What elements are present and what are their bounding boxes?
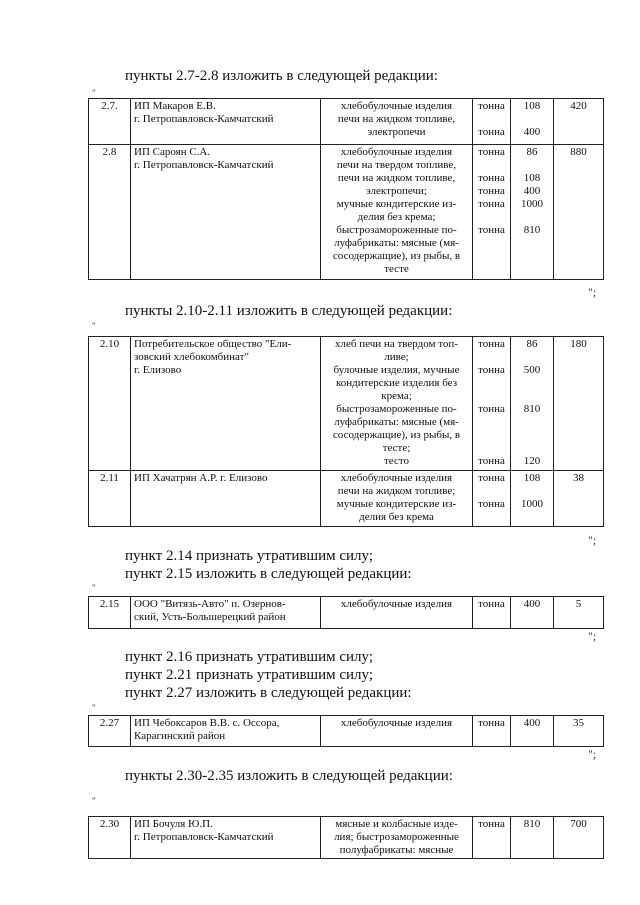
unit-value: тонна <box>478 100 505 112</box>
section-heading-2-7: пункты 2.7-2.8 изложить в следующей редакции: <box>125 68 438 84</box>
quantity-cell <box>511 145 554 280</box>
product-line: мучные кондитерские из- <box>336 498 457 510</box>
organization-location: г. Петропавловск-Камчатский <box>134 159 274 171</box>
unit-value: тонна <box>473 597 511 629</box>
quantity-value: 108 <box>523 172 541 184</box>
close-quote-mark: "; <box>588 285 597 299</box>
product-cell <box>321 471 473 527</box>
unit-value: тонна <box>478 455 505 467</box>
row-number: 2.7. <box>89 99 131 145</box>
product-line: сосодержащие), из рыбы, в <box>332 429 461 441</box>
section-heading-2-10: пункты 2.10-2.11 изложить в следующей редакции: <box>125 303 453 319</box>
total-capacity: 38 <box>554 471 604 527</box>
section-heading-2-14: пункт 2.14 признать утратившим силу; <box>125 548 374 564</box>
product-line: печи на жидком топливе, <box>337 113 456 125</box>
organization-cell <box>131 716 321 747</box>
organization-location: г. Петропавловск-Камчатский <box>134 831 274 843</box>
organization-location: ский, Усть-Большерецкий район <box>134 611 286 623</box>
section-heading-2-21: пункт 2.21 признать утратившим силу; <box>125 667 374 683</box>
quantity-cell <box>511 337 554 471</box>
quantity-value: 400 <box>511 597 554 629</box>
table-row <box>89 337 604 471</box>
product-cell <box>321 337 473 471</box>
quantity-value: 810 <box>511 817 554 859</box>
organization-cell <box>131 337 321 471</box>
product-line: делия без крема; <box>357 211 436 223</box>
unit-value: тонна <box>478 338 505 350</box>
total-capacity: 880 <box>554 145 604 280</box>
register-table-2-10 <box>88 336 604 527</box>
section-heading-2-15: пункт 2.15 изложить в следующей редакции: <box>125 566 412 582</box>
organization-cell <box>131 471 321 527</box>
product-line: мясные и колбасные изде- <box>335 818 458 830</box>
quantity-value: 810 <box>523 224 541 236</box>
product-line: электропечи <box>367 126 426 138</box>
quantity-value: 400 <box>523 126 541 138</box>
register-table-2-7 <box>88 98 604 280</box>
organization-location: г. Елизово <box>134 364 182 376</box>
unit-value: тонна <box>478 126 505 138</box>
product-line: мучные кондитерские из- <box>336 198 457 210</box>
unit-value: тонна <box>478 403 505 415</box>
quantity-value: 500 <box>523 364 541 376</box>
row-number: 2.8 <box>89 145 131 280</box>
product-line: тесто <box>383 455 409 467</box>
register-table-2-30 <box>88 816 604 859</box>
unit-value: тонна <box>478 472 505 484</box>
quantity-cell <box>511 99 554 145</box>
unit-value: тонна <box>478 364 505 376</box>
product-line: крема; <box>381 390 412 402</box>
table-row <box>89 597 604 629</box>
unit-value: тонна <box>478 146 505 158</box>
unit-cell <box>473 337 511 471</box>
organization-cell <box>131 99 321 145</box>
organization-cell <box>131 145 321 280</box>
product-cell <box>321 817 473 859</box>
total-capacity: 420 <box>554 99 604 145</box>
total-capacity: 700 <box>554 817 604 859</box>
quantity-value: 108 <box>523 472 541 484</box>
row-number: 2.15 <box>89 597 131 629</box>
total-capacity: 5 <box>554 597 604 629</box>
unit-value: тонна <box>478 172 505 184</box>
organization-name: Потребительское общество "Ели- <box>134 338 292 350</box>
quantity-value: 400 <box>523 185 541 197</box>
product-line: делия без крема <box>359 511 434 523</box>
open-quote-mark: " <box>92 321 96 331</box>
unit-value: тонна <box>478 198 505 210</box>
organization-location: Карагинский район <box>134 730 226 742</box>
unit-cell <box>473 99 511 145</box>
row-number: 2.30 <box>89 817 131 859</box>
close-quote-mark: "; <box>588 629 597 643</box>
unit-value: тонна <box>478 224 505 236</box>
row-number: 2.11 <box>89 471 131 527</box>
row-number: 2.27 <box>89 716 131 747</box>
quantity-value: 1000 <box>521 498 543 510</box>
unit-cell <box>473 145 511 280</box>
product-line: лия; быстрозамороженные <box>334 831 459 843</box>
table-row <box>89 471 604 527</box>
product-line: ливе; <box>384 351 409 363</box>
organization-cell <box>131 597 321 629</box>
close-quote-mark: "; <box>588 533 597 547</box>
row-number: 2.10 <box>89 337 131 471</box>
total-capacity: 35 <box>554 716 604 747</box>
product-line: печи на жидком топливе; <box>337 485 456 497</box>
product-line: булочные изделия, мучные <box>333 364 460 376</box>
table-row <box>89 145 604 280</box>
organization-location: г. Петропавловск-Камчатский <box>134 113 274 125</box>
product-line: электропечи; <box>365 185 427 197</box>
open-quote-mark: " <box>92 583 96 593</box>
product-line: кондитерские изделия без <box>335 377 458 389</box>
close-quote-mark: "; <box>588 747 597 761</box>
section-heading-2-16: пункт 2.16 признать утратившим силу; <box>125 649 374 665</box>
organization-name: ООО "Витязь-Авто" п. Озернов- <box>134 598 286 610</box>
product-line: луфабрикаты: мясные (мя- <box>334 416 459 428</box>
table-row <box>89 817 604 859</box>
open-quote-mark: " <box>92 703 96 713</box>
unit-value: тонна <box>478 185 505 197</box>
product-cell <box>321 145 473 280</box>
quantity-value: 108 <box>523 100 541 112</box>
product-line: полуфабрикаты: мясные <box>339 844 454 856</box>
product-line: тесте; <box>382 442 411 454</box>
product-cell: хлебобулочные изделия <box>321 597 473 629</box>
product-line: быстрозамороженные по- <box>336 224 457 236</box>
product-cell <box>321 99 473 145</box>
product-line: луфабрикаты: мясные (мя- <box>334 237 459 249</box>
product-line: печи на твердом топливе, <box>336 159 457 171</box>
register-table-2-15 <box>88 596 604 629</box>
section-heading-2-27: пункт 2.27 изложить в следующей редакции: <box>125 685 412 701</box>
organization-name: зовский хлебокомбинат" <box>134 351 249 363</box>
product-line: хлебобулочные изделия <box>340 472 453 484</box>
quantity-value: 86 <box>526 146 538 158</box>
organization-name: ИП Бочуля Ю.П. <box>134 818 213 830</box>
quantity-value: 1000 <box>521 198 543 210</box>
unit-cell <box>473 471 511 527</box>
product-line: сосодержащие), из рыбы, в <box>332 250 461 262</box>
product-line: тесте <box>384 263 409 275</box>
open-quote-mark: " <box>92 88 96 98</box>
quantity-value: 810 <box>523 403 541 415</box>
unit-value: тонна <box>473 716 511 747</box>
organization-name: ИП Хачатрян А.Р. г. Елизово <box>134 472 268 484</box>
quantity-cell <box>511 471 554 527</box>
register-table-2-27 <box>88 715 604 747</box>
product-line: хлебобулочные изделия <box>340 100 453 112</box>
table-row <box>89 99 604 145</box>
open-quote-mark: " <box>92 796 96 806</box>
organization-name: ИП Макаров Е.В. <box>134 100 216 112</box>
total-capacity: 180 <box>554 337 604 471</box>
product-line: быстрозамороженные по- <box>336 403 457 415</box>
quantity-value: 120 <box>523 455 541 467</box>
organization-name: ИП Сароян С.А. <box>134 146 211 158</box>
quantity-value: 86 <box>526 338 538 350</box>
organization-name: ИП Чебоксаров В.В. с. Оссора, <box>134 717 280 729</box>
table-row <box>89 716 604 747</box>
product-line: печи на жидком топливе, <box>337 172 456 184</box>
section-heading-2-30: пункты 2.30-2.35 изложить в следующей редакции: <box>125 768 453 784</box>
product-line: хлебобулочные изделия <box>340 146 453 158</box>
product-line: хлеб печи на твердом топ- <box>335 338 458 350</box>
quantity-value: 400 <box>511 716 554 747</box>
organization-cell <box>131 817 321 859</box>
product-cell: хлебобулочные изделия <box>321 716 473 747</box>
unit-value: тонна <box>473 817 511 859</box>
unit-value: тонна <box>478 498 505 510</box>
